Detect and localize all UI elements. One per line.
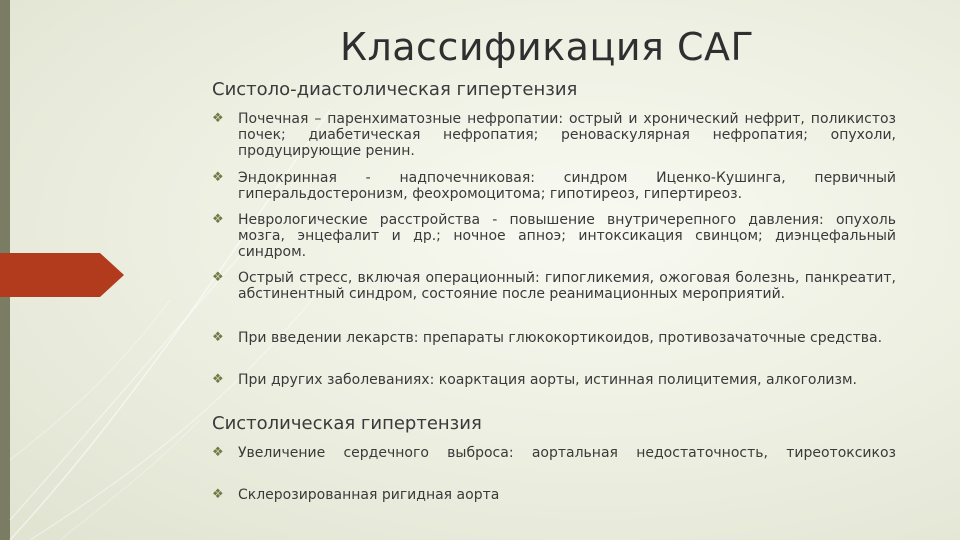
- section-heading-systolic-diastolic: Систоло-диастолическая гипертензия: [212, 79, 578, 100]
- diamond-cluster-bullet-icon: ❖: [212, 487, 224, 502]
- list-item: ❖ Неврологические расстройства - повышение внутричерепного давления: опухоль мозга, энцефалит и др.; ночное апноэ; интоксикация свинцом; диэнцефальный синдром.: [212, 212, 896, 260]
- list-item: ❖ Острый стресс, включая операционный: гипогликемия, ожоговая болезнь, панкреатит, абстинентный синдром, состояние после реанимационных мероприятий.: [212, 270, 896, 302]
- list-item: ❖ Увеличение сердечного выброса: аортальная недостаточность, тиреотоксикоз: [212, 445, 896, 461]
- accent-tab: [0, 253, 124, 297]
- diamond-cluster-bullet-icon: ❖: [212, 372, 224, 387]
- section-heading-systolic: Систолическая гипертензия: [212, 413, 482, 434]
- list-item: ❖ При введении лекарств: препараты глюкокортикоидов, противозачаточные средства.: [212, 330, 883, 346]
- diamond-cluster-bullet-icon: ❖: [212, 170, 224, 185]
- list-item: ❖ Склерозированная ригидная аорта: [212, 487, 500, 503]
- diamond-cluster-bullet-icon: ❖: [212, 270, 224, 285]
- diamond-cluster-bullet-icon: ❖: [212, 212, 224, 227]
- list-item: ❖ При других заболеваниях: коарктация аорты, истинная полицитемия, алкоголизм.: [212, 372, 857, 388]
- diamond-cluster-bullet-icon: ❖: [212, 330, 224, 345]
- list-item: ❖ Почечная – паренхиматозные нефропатии: острый и хронический нефрит, поликистоз почек; диабетическая нефропатия; реноваскулярная нефропатия; опухоли, продуцирующие ренин.: [212, 111, 896, 159]
- diamond-cluster-bullet-icon: ❖: [212, 111, 224, 126]
- slide-title: Классификация САГ: [340, 25, 755, 69]
- diamond-cluster-bullet-icon: ❖: [212, 445, 224, 460]
- list-item: ❖ Эндокринная - надпочечниковая: синдром Иценко-Кушинга, первичный гиперальдостеронизм, феохромоцитома; гипотиреоз, гипертиреоз.: [212, 170, 896, 202]
